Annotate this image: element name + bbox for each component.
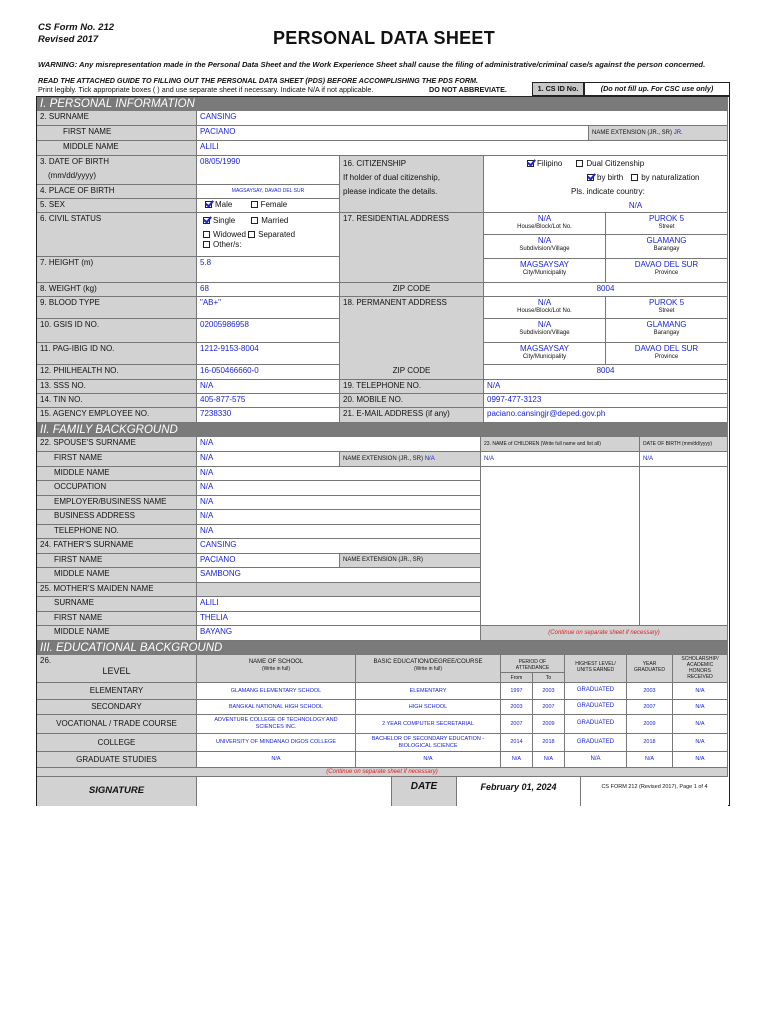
edu-school-3[interactable]: UNIVERSITY OF MINDANAO DIGOS COLLEGE [197,734,356,752]
mother-middle-name-label: MIDDLE NAME [37,626,197,641]
citizenship-by-birth-checkbox[interactable] [587,174,594,181]
employer-label: EMPLOYER/BUSINESS NAME [37,496,197,510]
edu-level-3: COLLEGE [37,734,197,752]
school-header: NAME OF SCHOOL (Write in full) [197,655,356,683]
children-label: 23. NAME of CHILDREN (Write full name and list all) [481,437,640,452]
agency-no-field[interactable]: 7238330 [197,408,340,423]
res-zip-label: ZIP CODE [340,283,484,297]
page-title: PERSONAL DATA SHEET [272,28,496,48]
dob-label: 3. DATE OF BIRTH (mm/dd/yyyy) [37,156,197,185]
sex-label: 5. SEX [37,199,197,213]
first-name-label: FIRST NAME [37,126,197,141]
res-city-cell[interactable]: MAGSAYSAY City/Municipality [484,259,606,283]
signature-label: SIGNATURE [37,777,197,806]
perm-subdivision-cell[interactable]: N/A Subdivision/Village [484,319,606,343]
edu-to-2[interactable]: 2009 [533,715,565,734]
res-zip-field[interactable]: 8004 [484,283,728,297]
edu-honors-4[interactable]: N/A [673,752,728,768]
name-extension[interactable]: NAME EXTENSION (JR., SR) JR. [589,126,728,141]
edu-year-2[interactable]: 2009 [627,715,673,734]
spouse-surname-field[interactable]: N/A [197,437,481,452]
perm-barangay-cell[interactable]: GLAMANG Barangay [606,319,728,343]
children-list-area[interactable] [481,467,640,626]
edu-to-3[interactable]: 2018 [533,734,565,752]
weight-field[interactable]: 68 [197,283,340,297]
gsis-label: 10. GSIS ID NO. [37,319,197,343]
father-name-extension[interactable]: NAME EXTENSION (JR., SR) [340,554,481,568]
mother-maiden-label: 25. MOTHER'S MAIDEN NAME [37,583,197,597]
mother-first-name-label: FIRST NAME [37,612,197,626]
edu-from-0[interactable]: 1997 [501,683,533,700]
blood-type-label: 9. BLOOD TYPE [37,297,197,319]
spouse-middle-name-label: MIDDLE NAME [37,467,197,481]
period-header: PERIOD OF ATTENDANCE [501,655,565,673]
print-note: Print legibly. Tick appropriate boxes ( ) and use separate sheet if necessary. Indicate N/A if not applicable. [38,85,374,94]
first-name-field[interactable]: PACIANO [197,126,589,141]
edu-units-3[interactable]: GRADUATED [565,734,627,752]
edu-year-3[interactable]: 2018 [627,734,673,752]
children-dob-label: DATE OF BIRTH (mm/dd/yyyy) [640,437,728,452]
perm-zip-label: ZIP CODE [340,365,484,380]
gsis-field[interactable]: 02005986958 [197,319,340,343]
edu-honors-3[interactable]: N/A [673,734,728,752]
blood-type-field[interactable]: "AB+" [197,297,340,319]
edu-degree-1[interactable]: HIGH SCHOOL [356,700,501,715]
edu-level-1: SECONDARY [37,700,197,715]
pob-label: 4. PLACE OF BIRTH [37,185,197,199]
mother-surname-label: SURNAME [37,597,197,612]
father-surname-label: 24. FATHER'S SURNAME [37,539,197,554]
mother-first-name-field[interactable]: THELIA [197,612,481,626]
telephone-field[interactable]: N/A [484,380,728,394]
edu-year-0[interactable]: 2003 [627,683,673,700]
res-house-cell[interactable]: N/A House/Block/Lot No. [484,213,606,235]
cs-id-label: 1. CS ID No. [532,82,584,96]
weight-label: 8. WEIGHT (kg) [37,283,197,297]
mobile-field[interactable]: 0997-477-3123 [484,394,728,408]
residential-address-label: 17. RESIDENTIAL ADDRESS [340,213,484,283]
height-label: 7. HEIGHT (m) [37,257,197,283]
pagibig-label: 11. PAG-IBIG ID NO. [37,343,197,365]
father-first-name-field[interactable]: PACIANO [197,554,340,568]
middle-name-label: MIDDLE NAME [37,141,197,156]
civil-separated-checkbox[interactable] [248,231,255,238]
email-label: 21. E-MAIL ADDRESS (if any) [340,408,484,423]
pob-field[interactable]: MAGSAYSAY, DAVAO DEL SUR [197,185,340,199]
edu-to-1[interactable]: 2007 [533,700,565,715]
occupation-label: OCCUPATION [37,481,197,496]
surname-label: 2. SURNAME [37,111,197,126]
philhealth-label: 12. PHILHEALTH NO. [37,365,197,380]
level-header: 26. LEVEL [37,655,197,683]
edu-units-0[interactable]: GRADUATED [565,683,627,700]
civil-status-label: 6. CIVIL STATUS [37,213,197,257]
sss-label: 13. SSS NO. [37,380,197,394]
mobile-label: 20. MOBILE NO. [340,394,484,408]
year-graduated-header: YEAR GRADUATED [627,655,673,683]
warning-text: WARNING: Any misrepresentation made in the Personal Data Sheet and the Work Experience Sheet shall cause the filing of administrative/criminal case/s against the person concerned. [38,60,706,69]
edu-degree-0[interactable]: ELEMENTARY [356,683,501,700]
edu-level-2: VOCATIONAL / TRADE COURSE [37,715,197,734]
edu-year-1[interactable]: 2007 [627,700,673,715]
edu-units-2[interactable]: GRADUATED [565,715,627,734]
citizenship-filipino-checkbox[interactable] [527,160,534,167]
edu-school-4[interactable]: N/A [197,752,356,768]
civil-other-checkbox[interactable] [203,241,210,248]
edu-degree-4[interactable]: N/A [356,752,501,768]
edu-from-1[interactable]: 2003 [501,700,533,715]
edu-units-4[interactable]: N/A [565,752,627,768]
edu-units-1[interactable]: GRADUATED [565,700,627,715]
edu-honors-1[interactable]: N/A [673,700,728,715]
res-street-cell[interactable]: PUROK 5 Street [606,213,728,235]
agency-no-label: 15. AGENCY EMPLOYEE NO. [37,408,197,423]
sex-options: Male Female [197,199,340,213]
tin-label: 14. TIN NO. [37,394,197,408]
honors-header: SCHOLARSHIP/ ACADEMIC HONORS RECEIVED [673,655,728,683]
business-address-field[interactable]: N/A [197,510,481,525]
spouse-first-name-label: FIRST NAME [37,452,197,467]
civil-married-checkbox[interactable] [251,217,258,224]
date-label: DATE [392,777,457,806]
spouse-telephone-field[interactable]: N/A [197,525,481,539]
surname-field[interactable]: CANSING [197,111,728,126]
citizenship-dual-checkbox[interactable] [576,160,583,167]
citizenship-options: Filipino Dual Citizenship by birth by naturalization Pls. indicate country: N/A [484,156,728,213]
units-header: HIGHEST LEVEL/ UNITS EARNED [565,655,627,683]
civil-status-options: Single Married Widowed Separated Other/s: [197,213,340,257]
email-field[interactable]: paciano.cansingjr@deped.gov.ph [484,408,728,423]
degree-header: BASIC EDUCATION/DEGREE/COURSE (Write in full) [356,655,501,683]
edu-year-4[interactable]: N/A [627,752,673,768]
sex-male-checkbox[interactable] [205,201,212,208]
form-page-note: CS FORM 212 (Revised 2017), Page 1 of 4 [581,777,728,806]
children-dob-area[interactable] [640,467,728,626]
spouse-telephone-label: TELEPHONE NO. [37,525,197,539]
edu-degree-3[interactable]: BACHELOR OF SECONDARY EDUCATION - BIOLOGICAL SCIENCE [356,734,501,752]
father-surname-field[interactable]: CANSING [197,539,481,554]
citizenship-label: 16. CITIZENSHIP If holder of dual citizenship, please indicate the details. [340,156,484,213]
res-province-cell[interactable]: DAVAO DEL SUR Province [606,259,728,283]
civil-single-checkbox[interactable] [203,217,210,224]
middle-name-field[interactable]: ALILI [197,141,728,156]
mother-maiden-blank [197,583,481,597]
do-not-abbreviate: DO NOT ABBREVIATE. [429,85,507,94]
edu-honors-0[interactable]: N/A [673,683,728,700]
spouse-name-extension[interactable]: NAME EXTENSION (JR., SR) N/A [340,452,481,467]
philhealth-field[interactable]: 16-050466660-0 [197,365,340,380]
section-personal-info: I. PERSONAL INFORMATION [37,97,728,111]
edu-from-4[interactable]: N/A [501,752,533,768]
perm-street-cell[interactable]: PUROK 5 Street [606,297,728,319]
read-guide-text: READ THE ATTACHED GUIDE TO FILLING OUT THE PERSONAL DATA SHEET (PDS) BEFORE ACCOMPLISHING THE PDS FORM. [38,76,479,85]
spouse-middle-name-field[interactable]: N/A [197,467,481,481]
education-continue-note: (Continue on separate sheet if necessary) [37,768,728,777]
section-family-background: II. FAMILY BACKGROUND [37,423,728,437]
height-field[interactable]: 5.8 [197,257,340,283]
edu-to-0[interactable]: 2003 [533,683,565,700]
edu-honors-2[interactable]: N/A [673,715,728,734]
to-header: To [533,673,565,683]
father-middle-name-field[interactable]: SAMBONG [197,568,481,583]
form-number: CS Form No. 212 Revised 2017 [38,22,115,45]
spouse-surname-label: 22. SPOUSE'S SURNAME [37,437,197,452]
from-header: From [501,673,533,683]
sex-female-checkbox[interactable] [251,201,258,208]
mother-middle-name-field[interactable]: BAYANG [197,626,481,641]
edu-school-2[interactable]: ADVENTURE COLLEGE OF TECHNOLOGY AND SCIENCES INC. [197,715,356,734]
child-dob-field[interactable]: N/A [640,452,728,467]
edu-degree-2[interactable]: 2 YEAR COMPUTER SECRETARIAL [356,715,501,734]
edu-to-4[interactable]: N/A [533,752,565,768]
edu-from-3[interactable]: 2014 [501,734,533,752]
mother-surname-field[interactable]: ALILI [197,597,481,612]
permanent-address-label: 18. PERMANENT ADDRESS [340,297,484,367]
perm-zip-field[interactable]: 8004 [484,365,728,380]
father-first-name-label: FIRST NAME [37,554,197,568]
date-field[interactable]: February 01, 2024 [457,777,581,806]
edu-from-2[interactable]: 2007 [501,715,533,734]
pds-form [36,96,730,806]
section-educational-background: III. EDUCATIONAL BACKGROUND [37,641,728,655]
edu-school-1[interactable]: BANGKAL NATIONAL HIGH SCHOOL [197,700,356,715]
employer-field[interactable]: N/A [197,496,481,510]
edu-school-0[interactable]: GLAMANG ELEMENTARY SCHOOL [197,683,356,700]
family-continue-note: (Continue on separate sheet if necessary) [481,626,728,641]
spouse-first-name-field[interactable]: N/A [197,452,340,467]
child-name-field[interactable]: N/A [481,452,640,467]
perm-house-cell[interactable]: N/A House/Block/Lot No. [484,297,606,319]
pagibig-field[interactable]: 1212-9153-8004 [197,343,340,365]
father-middle-name-label: MIDDLE NAME [37,568,197,583]
business-address-label: BUSINESS ADDRESS [37,510,197,525]
telephone-label: 19. TELEPHONE NO. [340,380,484,394]
dob-field[interactable]: 08/05/1990 [197,156,340,185]
perm-city-cell[interactable]: MAGSAYSAY City/Municipality [484,343,606,365]
edu-level-0: ELEMENTARY [37,683,197,700]
signature-field[interactable] [197,777,392,806]
citizenship-country[interactable]: N/A [628,201,643,210]
tin-field[interactable]: 405-877-575 [197,394,340,408]
civil-widowed-checkbox[interactable] [203,231,210,238]
edu-level-4: GRADUATE STUDIES [37,752,197,768]
res-subdivision-cell[interactable]: N/A Subdivision/Village [484,235,606,259]
res-barangay-cell[interactable]: GLAMANG Barangay [606,235,728,259]
sss-field[interactable]: N/A [197,380,340,394]
cs-use-field[interactable]: (Do not fill up. For CSC use only) [584,82,730,96]
citizenship-by-naturalization-checkbox[interactable] [631,174,638,181]
occupation-field[interactable]: N/A [197,481,481,496]
perm-province-cell[interactable]: DAVAO DEL SUR Province [606,343,728,365]
